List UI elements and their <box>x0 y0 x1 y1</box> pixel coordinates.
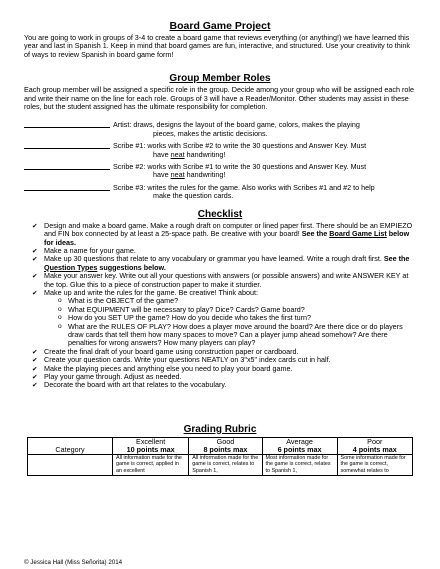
checklist-item <box>32 289 416 348</box>
role-scribe3-desc <box>113 184 416 201</box>
role-scribe2-desc <box>113 163 416 180</box>
checklist-item: ✔ Play your game through. Adjust as needed. <box>32 373 416 381</box>
role-scribe2-line2 <box>113 171 416 179</box>
copyright-footer: © Jessica Hall (Miss Señorita) 2014 <box>24 559 123 566</box>
level-header <box>189 437 262 454</box>
rubric-cell: All information made for the game is correct, applied in an excellent <box>113 455 189 476</box>
scribe1-have: have <box>153 149 171 159</box>
checklist-item3-text: Make up 30 questions that relate to any vocabulary or grammar you have learned. Write a rough draft first. <box>44 254 384 264</box>
board-game-list-link: Board Game List <box>329 229 387 239</box>
role-artist-line1: Artist: draws, designs the layout of the board game, colors, makes the playing <box>113 120 360 130</box>
checklist-item1-after: below for ideas. <box>44 229 410 247</box>
role-scribe3-line2: make the question cards. <box>153 191 234 201</box>
rubric-row <box>28 455 413 476</box>
scribe1-neat: neat <box>170 149 185 159</box>
checklist-item: ✔ Make a name for your game. <box>32 247 416 255</box>
level-header <box>113 437 189 454</box>
rubric-cell: Some information made for the game is correct, somewhat relates to <box>337 455 412 476</box>
checklist-item1-see: See the <box>301 229 330 239</box>
rubric-header-row <box>28 437 413 454</box>
roles-intro-paragraph: Each group member will be assigned a specific role in the group. Decide among your group who will be assigned each role and write their name on the line for each role. Groups of 3 will have a Reader/Monitor. Other students may assist in these roles, but the student assigned has the ultimate responsibility for completion. <box>24 85 414 112</box>
rules-sublist <box>44 297 416 347</box>
scribe2-neat: neat <box>170 170 185 180</box>
artist-name-line <box>24 121 110 128</box>
checklist-item <box>32 255 416 272</box>
level-points: 4 points max <box>352 445 397 455</box>
role-scribe3 <box>24 184 416 201</box>
level-name: Poor <box>367 436 383 446</box>
scribe2-name-line <box>24 163 110 170</box>
role-artist <box>24 121 416 138</box>
document-page <box>24 20 416 476</box>
level-points: 10 points max <box>126 445 175 455</box>
checklist-item3-see: See the <box>383 254 410 264</box>
sublist-item: o How do you SET UP the game? How do you decide who takes the first turn? <box>58 314 416 322</box>
level-name: Average <box>286 436 313 446</box>
checklist-item <box>32 222 416 247</box>
level-name: Good <box>216 436 235 446</box>
scribe3-name-line <box>24 184 110 191</box>
category-header <box>28 437 113 454</box>
category-label: Category <box>55 445 85 455</box>
roles-heading: Group Member Roles <box>169 73 271 85</box>
checklist-section <box>24 209 416 390</box>
role-artist-desc <box>113 121 416 138</box>
scribe1-handwriting: handwriting! <box>184 149 226 159</box>
question-types-link: Question Types <box>44 262 98 272</box>
role-scribe1-line1: Scribe #1: works with Scribe #2 to write the 30 questions and Answer Key. Must <box>113 141 367 151</box>
checklist-item: ✔ Create the final draft of your board game using construction paper or cardboard. <box>32 348 416 356</box>
role-scribe1 <box>24 142 416 159</box>
checklist-item: ✔ Decorate the board with art that relates to the vocabulary. <box>32 381 416 389</box>
grading-rubric-table <box>27 437 413 476</box>
scribe2-handwriting: handwriting! <box>184 170 226 180</box>
checklist <box>24 222 416 390</box>
sublist-item: o What are the RULES OF PLAY? How does a player move around the board? Are there dice or do players draw cards that tell them how many spaces to move? Can a player jump ahead somehow? Are there penalties for wrong answers? How many players can play? <box>58 323 416 348</box>
role-artist-line2: pieces, makes the artistic decisions. <box>153 128 268 138</box>
level-points: 8 points max <box>203 445 248 455</box>
role-scribe1-desc <box>113 142 416 159</box>
sublist-item: o What is the OBJECT of the game? <box>58 297 416 305</box>
checklist-item3-after: suggestions below. <box>97 262 166 272</box>
role-scribe3-line1: Scribe #3: writes the rules for the game. Also works with Scribes #1 and #2 to help <box>113 182 375 192</box>
rubric-cell: All information made for the game is correct, relates to Spanish 1, <box>189 455 262 476</box>
rubric-category-cell <box>28 455 113 476</box>
rubric-heading: Grading Rubric <box>183 423 257 435</box>
checklist-item: ✔ Make your answer key. Write out all your questions with answers (or possible answers) and write ANSWER KEY at the top. Glue this to a piece of construction paper to make it sturdier. <box>32 272 416 289</box>
checklist-heading: Checklist <box>197 208 243 220</box>
level-header <box>337 437 412 454</box>
scribe2-have: have <box>153 170 171 180</box>
checklist-item: ✔ Make the playing pieces and anything else you need to play your board game. <box>32 365 416 373</box>
role-scribe2-line1: Scribe #2: works with Scribe #1 to write the 30 questions and Answer Key. Must <box>113 162 367 172</box>
level-name: Excellent <box>136 436 166 446</box>
checklist-item5-text: Make up and write the rules for the game. Be creative! Think about: <box>44 287 259 297</box>
page-title: Board Game Project <box>169 20 271 32</box>
level-points: 6 points max <box>277 445 322 455</box>
role-scribe2 <box>24 163 416 180</box>
intro-paragraph: You are going to work in groups of 3-4 to create a board game that reviews everything (or anything!) we have learned this year and last in Spanish 1. Keep in mind that board games are fun, interactive, and structured. Use your creativity to think of ways to review Spanish in board game form! <box>24 33 410 59</box>
level-header <box>262 437 337 454</box>
rubric-cell: Most information made for the game is correct, relates to Spanish 1, <box>262 455 337 476</box>
checklist-item: ✔ Create your question cards. Write your questions NEATLY on 3"x5" index cards cut in half. <box>32 356 416 364</box>
role-scribe1-line2 <box>113 151 416 159</box>
checklist-item1-text: Design and make a board game. Make a rough draft on computer or lined paper first. There should be an EMPIEZO and FIN box connected by at least a 25-space path. Be creative with your board! <box>44 220 413 239</box>
scribe1-name-line <box>24 142 110 149</box>
sublist-item: o What EQUIPMENT will be necessary to play? Dice? Cards? Game board? <box>58 306 416 314</box>
